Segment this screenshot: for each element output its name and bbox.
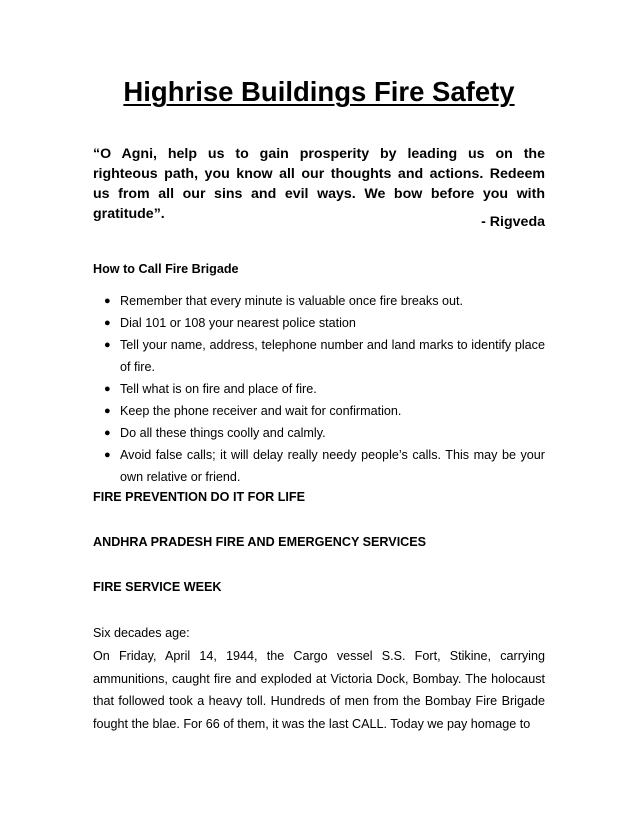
fire-service-week-heading: FIRE SERVICE WEEK [93, 580, 222, 594]
fire-prevention-heading: FIRE PREVENTION DO IT FOR LIFE [93, 490, 306, 504]
list-item: ● Keep the phone receiver and wait for confirmation. [93, 400, 545, 422]
bullet-icon: ● [104, 449, 111, 461]
list-item: ● Remember that every minute is valuable once fire breaks out. [93, 290, 545, 312]
bullet-icon: ● [104, 405, 111, 417]
rigveda-quote: “O Agni, help us to gain prosperity by leading us on the righteous path, you know all our thoughts and actions. Redeem us from all our sins and evil ways. We bow before you with gratitude”. [93, 146, 545, 222]
quote-attribution: - Rigveda [481, 214, 545, 230]
bullet-icon: ● [104, 317, 111, 329]
call-instructions-list [93, 290, 545, 488]
page-title: Highrise Buildings Fire Safety [123, 76, 515, 107]
list-item: ● Tell what is on fire and place of fire. [93, 378, 545, 400]
list-item: ● Dial 101 or 108 your nearest police station [93, 312, 545, 334]
list-item: ● Do all these things coolly and calmly. [93, 422, 545, 444]
bullet-icon: ● [104, 427, 111, 439]
list-item: ● Avoid false calls; it will delay really needy people’s calls. This may be your own relative or friend. [93, 444, 545, 488]
bullet-icon: ● [104, 383, 111, 395]
bullet-icon: ● [104, 339, 111, 351]
intro-line: Six decades age: [93, 626, 190, 640]
list-item: ● Tell your name, address, telephone number and land marks to identify place of fire. [93, 334, 545, 378]
ap-fire-services-heading: ANDHRA PRADESH FIRE AND EMERGENCY SERVICES [93, 535, 427, 549]
bullet-icon: ● [104, 295, 111, 307]
call-fire-brigade-heading: How to Call Fire Brigade [93, 262, 239, 276]
history-paragraph: On Friday, April 14, 1944, the Cargo vessel S.S. Fort, Stikine, carrying ammunitions, caught fire and exploded at Victoria Dock, Bombay. The holocaust that followed took a heavy toll. Hundreds of men from the Bombay Fire Brigade fought the blae. For 66 of them, it was the last CALL. Today we pay homage to [93, 649, 545, 731]
